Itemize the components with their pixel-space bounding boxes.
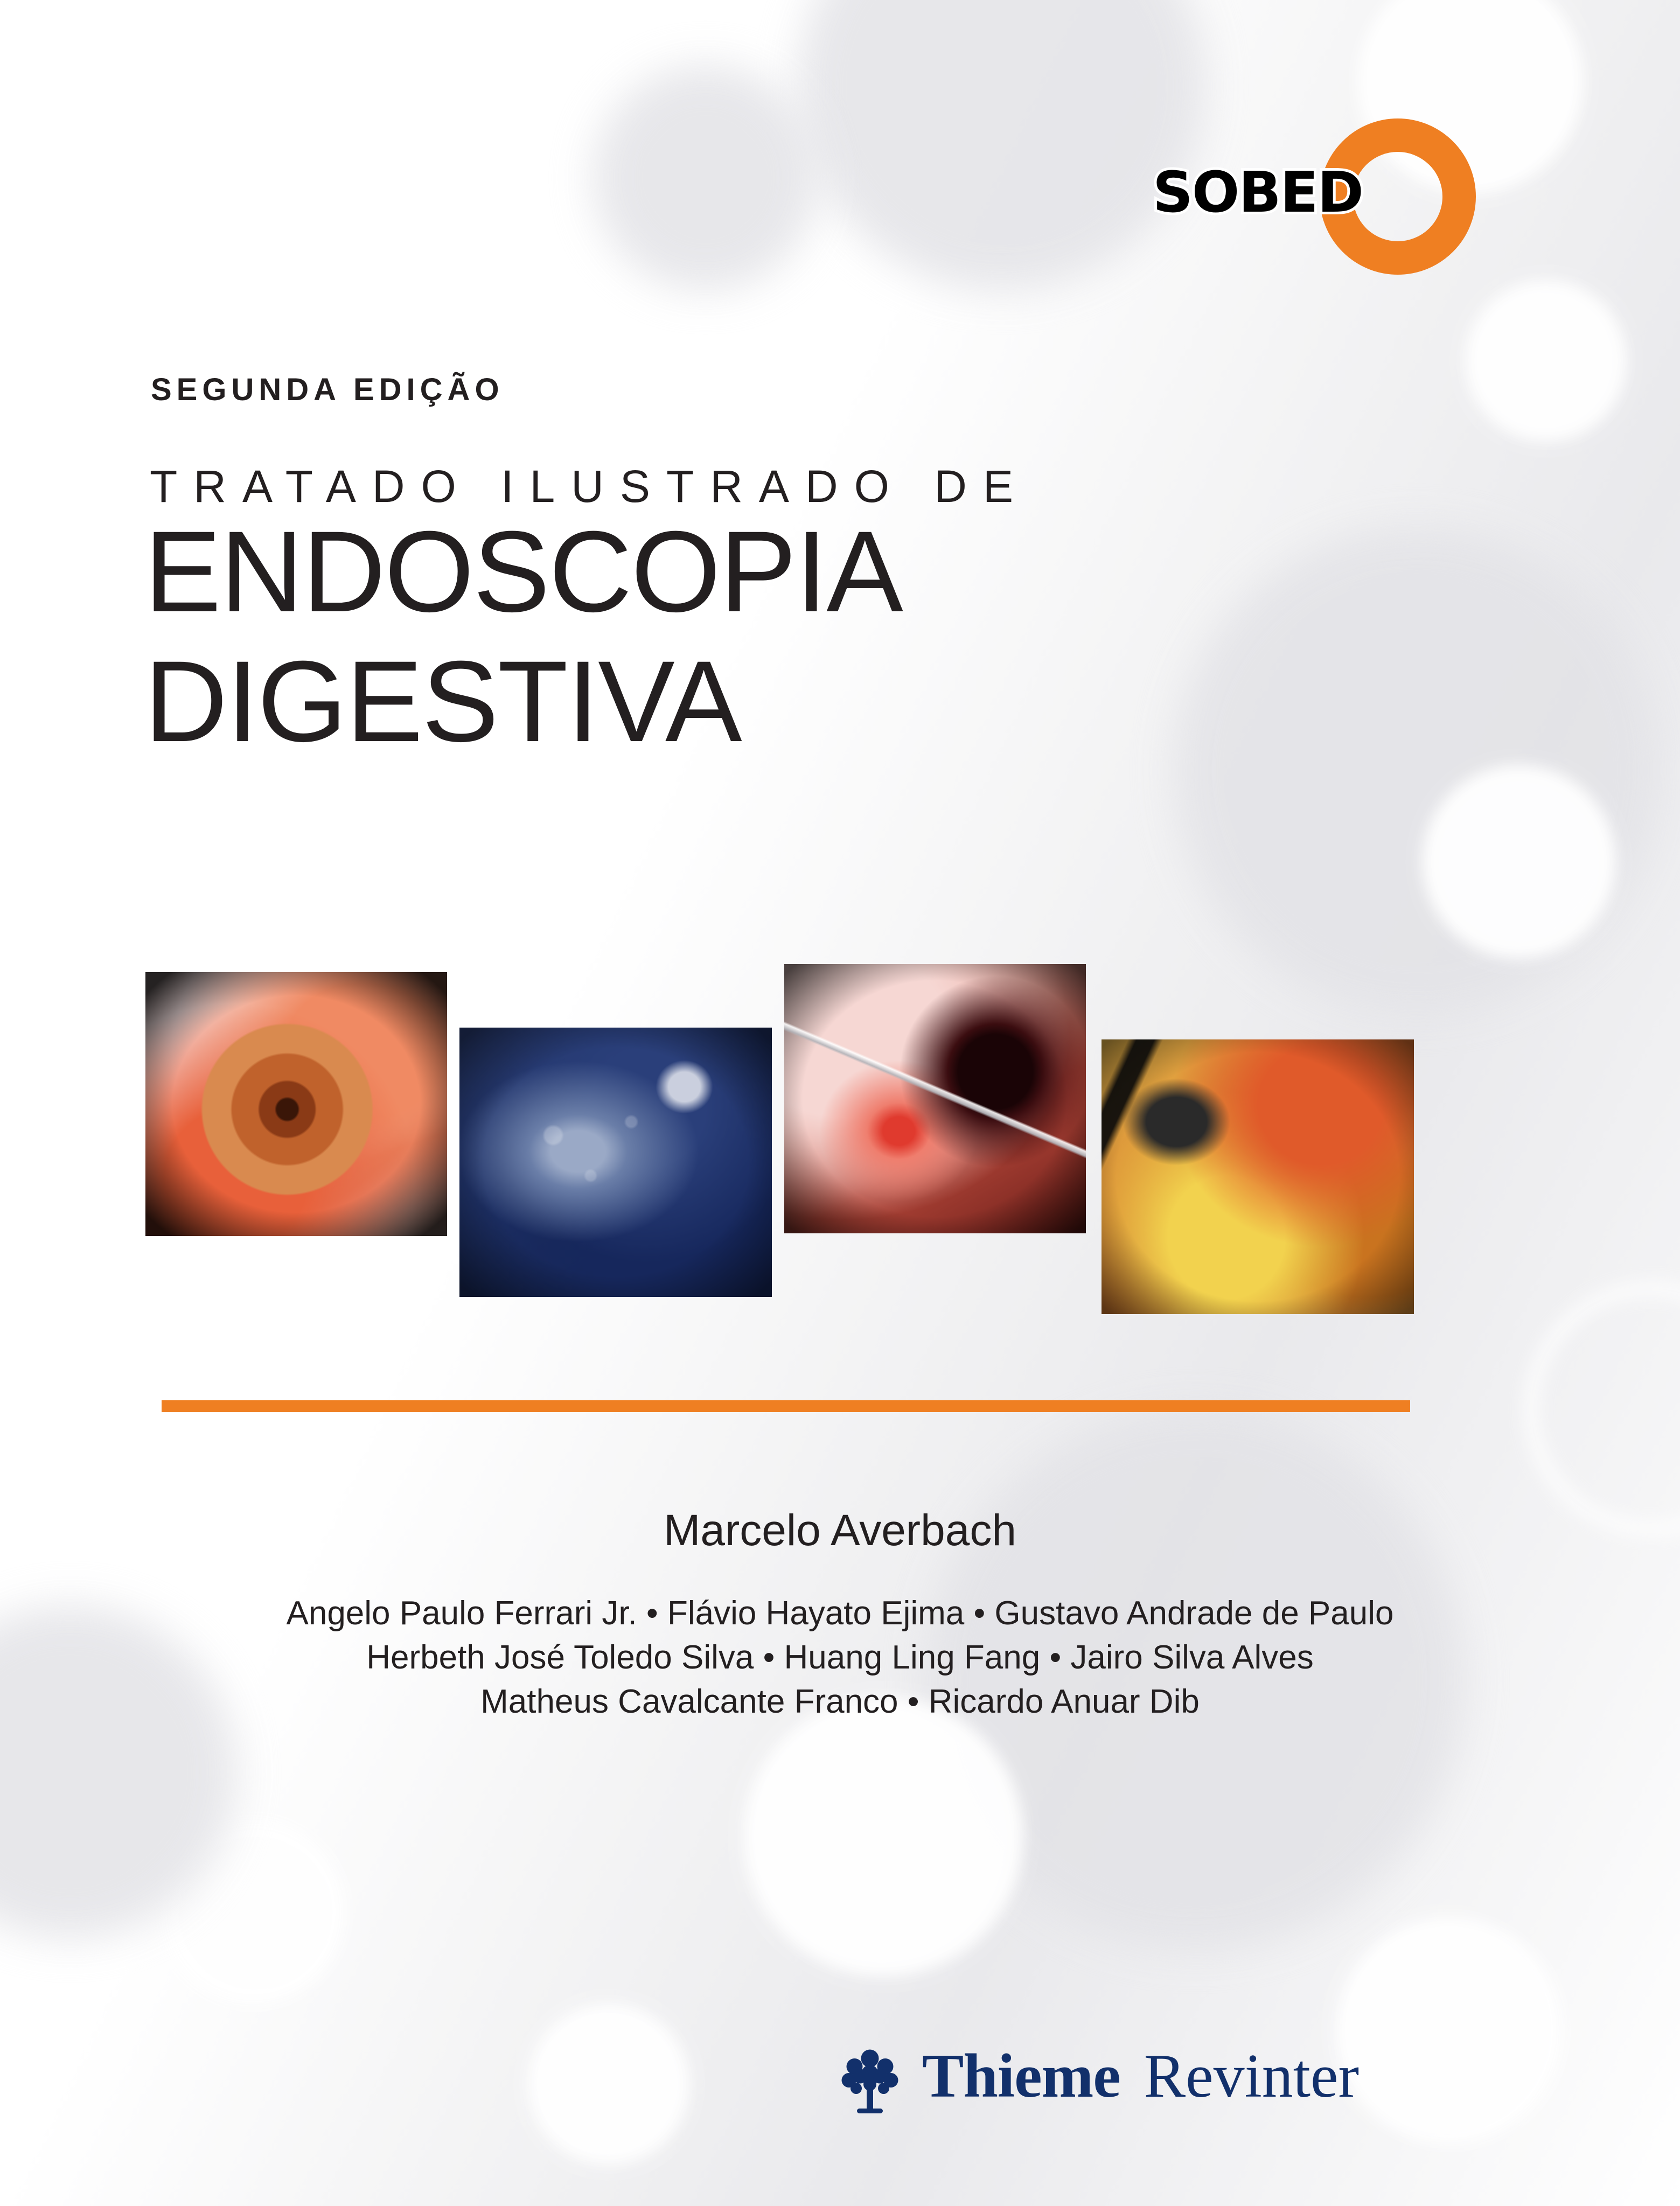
editor-name: Marcelo Averbach [664,1506,1016,1555]
endoscopy-photo-4 [1102,1039,1414,1314]
page-title [144,507,902,766]
contributor-line: Herbeth José Toledo Silva • Huang Ling Fang • Jairo Silva Alves [366,1638,1314,1676]
contributor-line: Angelo Paulo Ferrari Jr. • Flávio Hayato Ejima • Gustavo Andrade de Paulo [286,1595,1394,1632]
contributor-line: Matheus Cavalcante Franco • Ricardo Anuar Dib [480,1683,1200,1720]
background-bokeh-blob [1422,765,1616,959]
edition-label: SEGUNDA EDIÇÃO [151,372,504,407]
title-line-2: DIGESTIVA [144,637,741,766]
sobed-logo [1153,113,1497,291]
title-line-1: ENDOSCOPIA [144,507,902,636]
background-bokeh-blob [1465,280,1627,442]
cover-photo-strip [145,964,1438,1320]
accent-divider [162,1400,1410,1412]
background-bokeh-blob [592,65,819,291]
background-bokeh-blob [528,2003,689,2165]
sobed-wordmark: SOBED [1153,159,1363,225]
thieme-tree-icon [829,2036,910,2117]
endoscopy-photo-1-image [145,972,447,1236]
pretitle: TRATADO ILUSTRADO DE [150,461,1029,512]
background-bokeh-blob [1174,528,1659,1013]
endoscopy-photo-4-image [1102,1039,1414,1314]
endoscopy-photo-2 [459,1028,772,1297]
endoscopy-photo-2-image [459,1028,772,1297]
publisher-imprint: Revinter [1144,2041,1360,2111]
contributor-list [0,1591,1680,1723]
background-bokeh-blob [743,1697,1023,1977]
publisher-name: Thieme [922,2041,1120,2111]
endoscopy-photo-3-image [784,964,1086,1233]
endoscopy-photo-3 [784,964,1086,1233]
publisher-logo [829,2025,1594,2127]
endoscopy-photo-1 [145,972,447,1236]
